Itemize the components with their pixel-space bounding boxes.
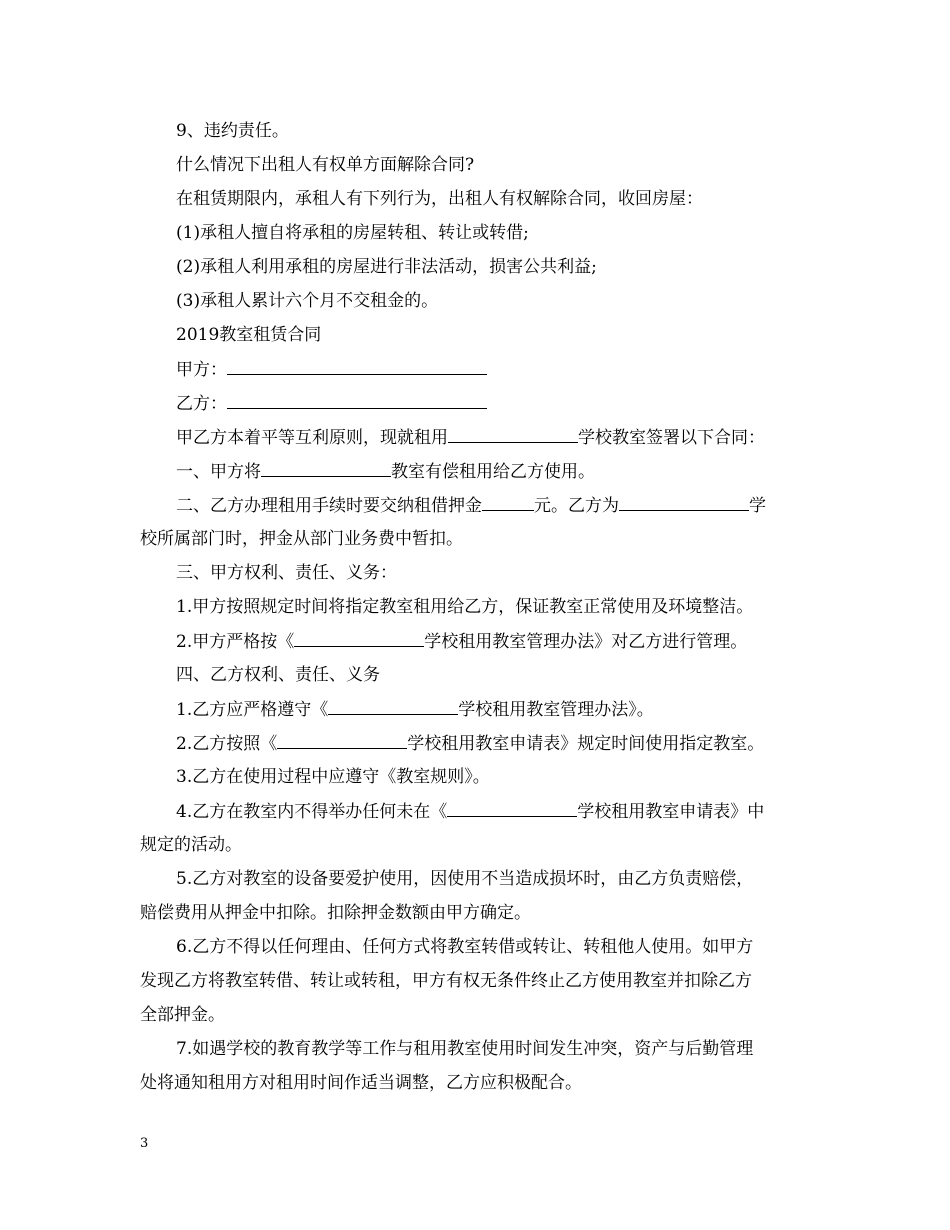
clause-2-before: 二、乙方办理租用手续时要交纳租借押金 [176,496,482,516]
classroom-blank [261,454,391,477]
school-name-blank [294,624,424,647]
list-item: (1)承租人擅自将承租的房屋转租、转让或转借; [176,223,529,243]
section-4-item-4-continuation: 规定的活动。 [140,835,242,855]
party-b-line [140,386,815,420]
clause-1-before: 一、甲方将 [176,462,261,482]
s4-item-2-after: 学校租用教室申请表》规定时间使用指定教室。 [407,734,765,754]
clause-2-after: 学 [749,496,766,516]
party-a-label: 甲方： [176,360,227,380]
section-4-item-3: 3.乙方在使用过程中应遵守《教室规则》。 [176,767,490,787]
section-4-item-7: 7.如遇学校的教育教学等工作与租用教室使用时间发生冲突，资产与后勤管理 [176,1039,754,1059]
party-a-line [140,352,815,386]
school-name-blank [619,488,749,511]
intro-paragraph [140,420,815,454]
paragraph: 什么情况下出租人有权单方面解除合同? [176,155,475,175]
s3-item-2-after: 学校租用教室管理办法》对乙方进行管理。 [424,632,748,652]
intro-text-before: 甲乙方本着平等互利原则，现就租用 [176,428,448,448]
clause-2 [140,488,815,522]
section-4-item-7-continuation: 处将通知租用方对租用时间作适当调整，乙方应积极配合。 [140,1073,582,1093]
section-4-item-5-continuation: 赔偿费用从押金中扣除。扣除押金数额由甲方确定。 [140,903,531,923]
section-4-item-4 [140,794,815,828]
clause-2-middle: 元。乙方为 [534,496,619,516]
section-4-item-6: 6.乙方不得以任何理由、任何方式将教室转借或转让、转租他人使用。如甲方 [176,937,754,957]
s4-item-4-before: 4.乙方在教室内不得举办任何未在《 [176,802,448,822]
section-4-title: 四、乙方权利、责任、义务 [176,665,380,685]
document-body [140,114,815,1100]
school-name-blank [328,692,458,715]
party-b-blank [227,386,487,409]
school-name-blank [447,794,577,817]
paragraph: 9、违约责任。 [176,121,289,141]
section-4-item-6-continuation: 发现乙方将教室转借、转让或转租，甲方有权无条件终止乙方使用教室并扣除乙方 [140,971,752,991]
section-3-item-1: 1.甲方按照规定时间将指定教室租用给乙方，保证教室正常使用及环境整洁。 [176,597,754,617]
page-number: 3 [140,1136,149,1151]
contract-title: 2019教室租赁合同 [176,325,322,345]
s4-item-1-after: 学校租用教室管理办法》。 [458,700,654,720]
list-item: (2)承租人利用承租的房屋进行非法活动，损害公共利益; [176,257,597,277]
s4-item-2-before: 2.乙方按照《 [176,734,278,754]
section-3-item-2 [140,624,815,658]
s3-item-2-before: 2.甲方严格按《 [176,632,295,652]
school-name-blank [448,420,578,443]
paragraph: 在租赁期限内，承租人有下列行为，出租人有权解除合同，收回房屋： [176,189,703,209]
section-4-item-1 [140,692,815,726]
section-4-item-5: 5.乙方对教室的设备要爱护使用，因使用不当造成损坏时，由乙方负责赔偿， [176,869,754,889]
clause-1-after: 教室有偿租用给乙方使用。 [391,462,595,482]
school-name-blank [277,726,407,749]
section-4-item-2 [140,726,815,760]
party-b-label: 乙方： [176,394,227,414]
s4-item-1-before: 1.乙方应严格遵守《 [176,700,329,720]
clause-2-continuation: 校所属部门时，押金从部门业务费中暂扣。 [140,529,463,549]
party-a-blank [227,352,487,375]
clause-1 [140,454,815,488]
list-item: (3)承租人累计六个月不交租金的。 [176,291,439,311]
deposit-blank [482,488,534,511]
section-4-item-6-continuation: 全部押金。 [140,1005,225,1025]
intro-text-after: 学校教室签署以下合同： [578,428,765,448]
s4-item-4-after: 学校租用教室申请表》中 [577,802,765,822]
section-3-title: 三、甲方权利、责任、义务： [176,563,397,583]
